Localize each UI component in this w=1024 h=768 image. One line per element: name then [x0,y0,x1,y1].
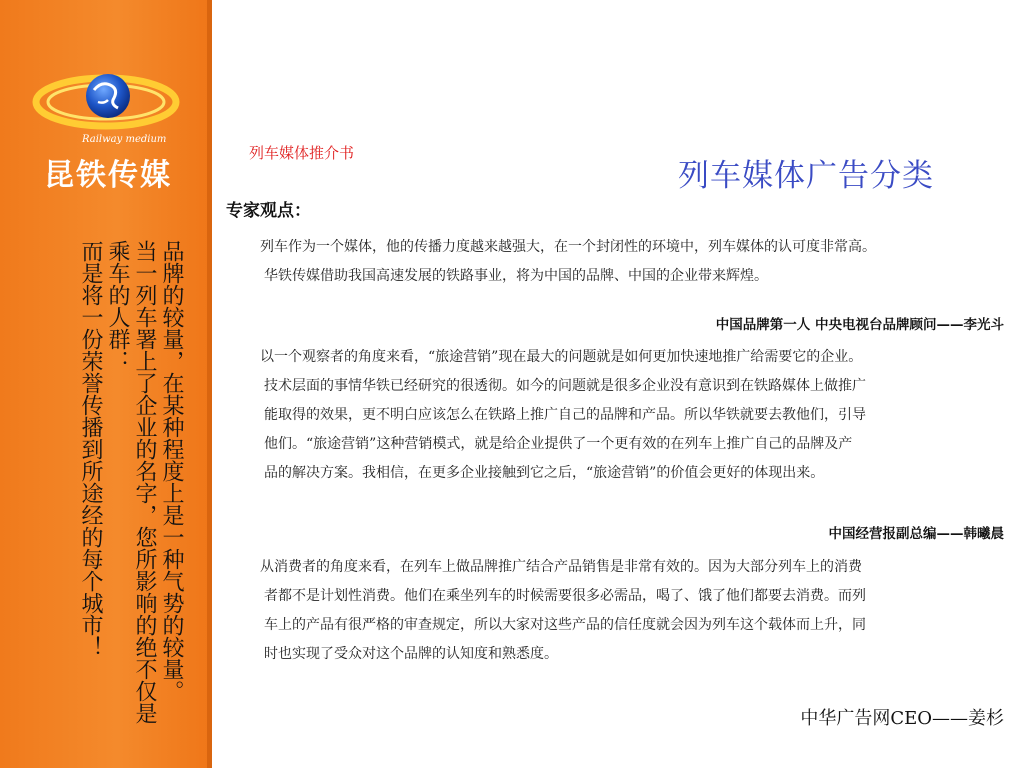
paragraph-line: 品的解决方案。我相信，在更多企业接触到它之后，“旅途营销”的价值会更好的体现出来。 [264,465,825,481]
paragraph-line: 车上的产品有很严格的审查规定，所以大家对这些产品的信任度就会因为列车这个载体而上升，同 [264,617,866,633]
opinion-attribution: 中国经营报副总编——韩曦晨 [828,526,1004,542]
opinion-paragraph [260,343,1012,488]
vertical-text-line: 当一列车署上了企业的名字，您所影响的绝不仅是 [132,240,157,724]
paragraph-line: 华铁传媒借助我国高速发展的铁路事业，将为中国的品牌、中国的企业带来辉煌。 [264,268,768,284]
sidebar-banner [0,0,212,768]
vertical-text-line: 品牌的较量，在某种程度上是一种气势的较量。 [159,240,184,702]
vertical-text-line: 乘车的人群： [105,240,130,372]
opinion-attribution: 中华广告网CEO——姜杉 [800,708,1004,729]
brand-name: 昆铁传媒 [44,158,172,193]
document-subtitle: 列车媒体推介书 [249,144,355,162]
paragraph-line: 能取得的效果，更不明白应该怎么在铁路上推广自己的品牌和产品。所以华铁就要去教他们，引导 [264,407,866,423]
section-heading: 专家观点： [226,201,311,221]
sidebar-edge [207,0,212,768]
paragraph-line: 他们。“旅途营销”这种营销模式，就是给企业提供了一个更有效的在列车上推广自己的品牌及产 [264,436,853,452]
logo-text: Railway medium [82,134,167,145]
paragraph-line: 从消费者的角度来看，在列车上做品牌推广结合产品销售是非常有效的。因为大部分列车上的消费 [260,559,862,575]
opinion-paragraph [260,553,1012,669]
page-title: 列车媒体广告分类 [678,158,934,194]
opinion-paragraph [260,233,1012,291]
paragraph-line: 列车作为一个媒体，他的传播力度越来越强大，在一个封闭性的环境中，列车媒体的认可度非常高。 [260,239,876,255]
vertical-text-line: 而是将一份荣誉传播到所途经的每个城市！ [78,240,103,658]
paragraph-line: 技术层面的事情华铁已经研究的很透彻。如今的问题就是很多企业没有意识到在铁路媒体上做推广 [264,378,866,394]
paragraph-line: 时也实现了受众对这个品牌的认知度和熟悉度。 [264,646,558,662]
paragraph-line: 以一个观察者的角度来看，“旅途营销”现在最大的问题就是如何更加快速地推广给需要它的企业。 [260,349,863,365]
opinion-attribution: 中国品牌第一人 中央电视台品牌顾问——李光斗 [715,317,1004,333]
paragraph-line: 者都不是计划性消费。他们在乘坐列车的时候需要很多必需品，喝了、饿了他们都要去消费。而列 [264,588,866,604]
